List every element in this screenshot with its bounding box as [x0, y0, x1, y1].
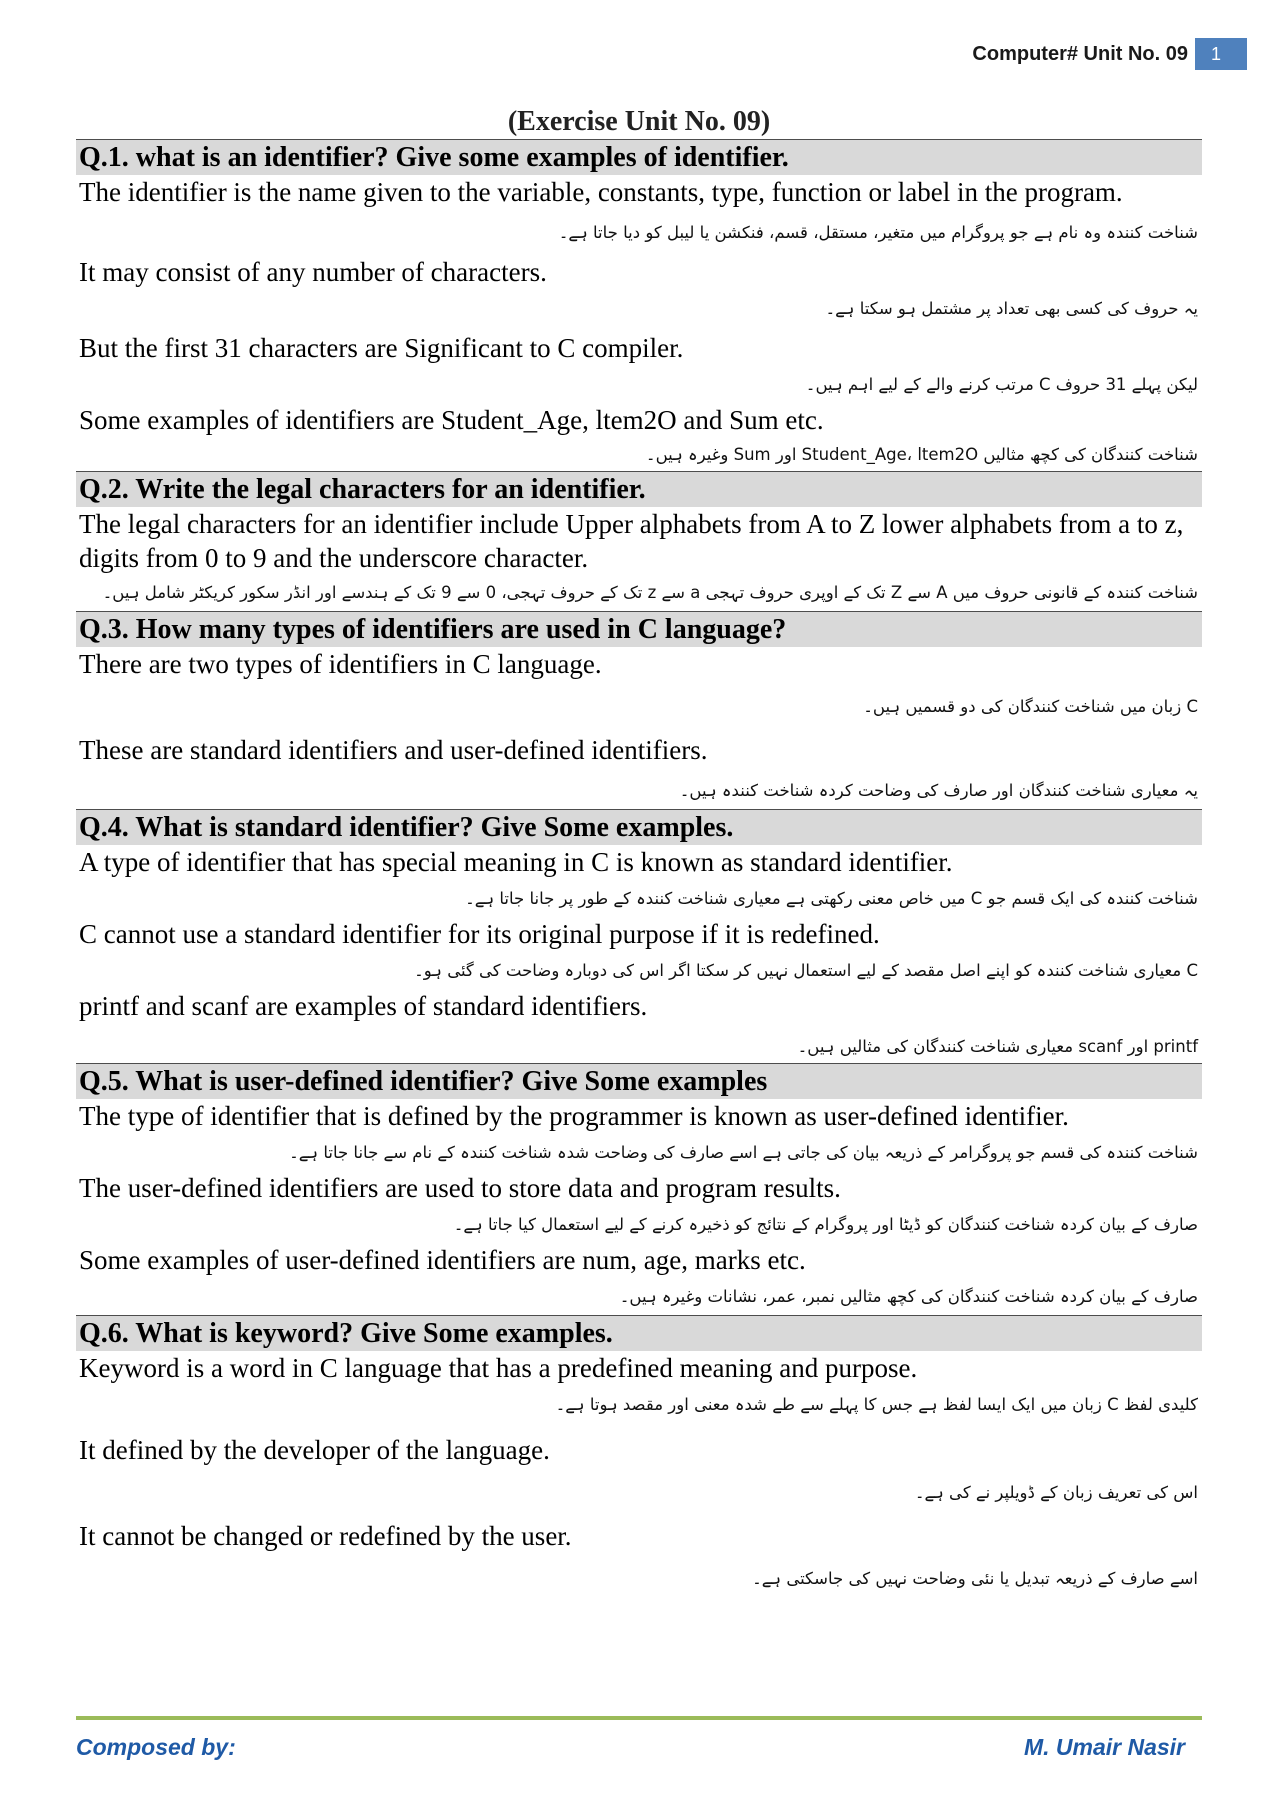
- answer-urdu: صارف کے بیان کردہ شناخت کنندگان کو ڈیٹا اور پروگرام کے نتائج کو ذخیرہ کرنے کے لیے استعمال کیا جاتا ہے۔: [453, 1215, 1198, 1234]
- question-heading: Q.2. Write the legal characters for an identifier.: [76, 471, 1202, 507]
- answer-english: C cannot use a standard identifier for its original purpose if it is redefined.: [79, 919, 880, 949]
- exercise-title: (Exercise Unit No. 09): [507, 106, 771, 137]
- question-1: [76, 139, 1202, 467]
- document-body: [76, 105, 1202, 1591]
- page-number-badge: 1: [1195, 38, 1247, 70]
- answer-urdu: C معیاری شناخت کنندہ کو اپنے اصل مقصد کے لیے استعمال نہیں کر سکتا اگر اس کی دوبارہ وضاحت کی گئی ہو۔: [414, 961, 1198, 980]
- answer-urdu: printf اور scanf معیاری شناخت کنندگان کی مثالیں ہیں۔: [797, 1037, 1198, 1056]
- question-heading: Q.3. How many types of identifiers are used in C language?: [76, 611, 1202, 647]
- footer-composed-by: Composed by:: [76, 1734, 236, 1760]
- question-heading: Q.5. What is user-defined identifier? Give Some examples: [76, 1063, 1202, 1099]
- question-4: [76, 809, 1202, 1059]
- answer-english: The legal characters for an identifier include Upper alphabets from A to Z lower alphabets from a to z, digits from 0 to 9 and the underscore character.: [79, 509, 1184, 573]
- answer-urdu: لیکن پہلے 31 حروف C مرتب کرنے والے کے لیے اہم ہیں۔: [805, 375, 1198, 394]
- footer-author: M. Umair Nasir: [1023, 1734, 1185, 1760]
- answer-urdu: یہ معیاری شناخت کنندگان اور صارف کی وضاحت کردہ شناخت کنندہ ہیں۔: [679, 781, 1198, 800]
- answer-urdu: صارف کے بیان کردہ شناخت کنندگان کی کچھ مثالیں نمبر، عمر، نشانات وغیرہ ہیں۔: [619, 1287, 1198, 1306]
- answer-english: It cannot be changed or redefined by the user.: [79, 1521, 572, 1551]
- answer-english: Some examples of identifiers are Student_Age, ltem2O and Sum etc.: [79, 405, 824, 435]
- answer-english: Keyword is a word in C language that has a predefined meaning and purpose.: [79, 1353, 918, 1383]
- answer-english: The identifier is the name given to the variable, constants, type, function or label in the program.: [79, 177, 1123, 207]
- answer-english: The user-defined identifiers are used to store data and program results.: [79, 1173, 841, 1203]
- header-title: Computer# Unit No. 09: [972, 43, 1188, 65]
- question-3: [76, 611, 1202, 803]
- question-heading: Q.1. what is an identifier? Give some examples of identifier.: [76, 139, 1202, 175]
- answer-urdu: C زبان میں شناخت کنندگان کی دو قسمیں ہیں۔: [863, 697, 1198, 716]
- answer-urdu: اس کی تعریف زبان کے ڈویلپر نے کی ہے۔: [914, 1483, 1198, 1502]
- question-heading: Q.4. What is standard identifier? Give Some examples.: [76, 809, 1202, 845]
- question-2: [76, 471, 1202, 605]
- answer-urdu: شناخت کنندگان کی کچھ مثالیں Student_Age، ltem2O اور Sum وغیرہ ہیں۔: [645, 445, 1198, 464]
- page-header: [0, 38, 1280, 70]
- answer-urdu: شناخت کنندہ کی ایک قسم جو C میں خاص معنی رکھتی ہے معیاری شناخت کنندہ کے طور پر جانا جاتا ہے۔: [465, 889, 1198, 908]
- question-5: [76, 1063, 1202, 1309]
- answer-english: The type of identifier that is defined by the programmer is known as user-defined identifier.: [79, 1101, 1069, 1131]
- answer-english: A type of identifier that has special meaning in C is known as standard identifier.: [79, 847, 953, 877]
- answer-urdu: کلیدی لفظ C زبان میں ایک ایسا لفظ ہے جس کا پہلے سے طے شدہ معنی اور مقصد ہوتا ہے۔: [555, 1395, 1198, 1414]
- answer-english: printf and scanf are examples of standard identifiers.: [79, 991, 648, 1021]
- footer-divider: [76, 1716, 1202, 1720]
- question-6: [76, 1315, 1202, 1591]
- answer-english: These are standard identifiers and user-defined identifiers.: [79, 735, 708, 765]
- answer-urdu: شناخت کنندہ کے قانونی حروف میں A سے Z تک کے اوپری حروف تہجی a سے z تک کے حروف تہجی، 0 سے 9 تک کے ہندسے اور انڈر سکور کریکٹر شامل ہیں۔: [102, 583, 1198, 602]
- answer-urdu: یہ حروف کی کسی بھی تعداد پر مشتمل ہو سکتا ہے۔: [825, 299, 1198, 318]
- answer-urdu: شناخت کنندہ وہ نام ہے جو پروگرام میں متغیر، مستقل، قسم، فنکشن یا لیبل کو دیا جاتا ہے۔: [558, 223, 1198, 242]
- answer-english: It may consist of any number of characters.: [79, 257, 547, 287]
- answer-urdu: شناخت کنندہ کی قسم جو پروگرامر کے ذریعہ بیان کی جاتی ہے اسے صارف کی وضاحت شدہ شناخت کنندہ کے نام سے جانا جاتا ہے۔: [289, 1143, 1198, 1162]
- answer-urdu: اسے صارف کے ذریعہ تبدیل یا نئی وضاحت نہیں کی جاسکتی ہے۔: [752, 1569, 1198, 1588]
- answer-english: It defined by the developer of the language.: [79, 1435, 550, 1465]
- answer-english: There are two types of identifiers in C language.: [79, 649, 602, 679]
- question-heading: Q.6. What is keyword? Give Some examples.: [76, 1315, 1202, 1351]
- answer-english: But the first 31 characters are Significant to C compiler.: [79, 333, 684, 363]
- answer-english: Some examples of user-defined identifiers are num, age, marks etc.: [79, 1245, 806, 1275]
